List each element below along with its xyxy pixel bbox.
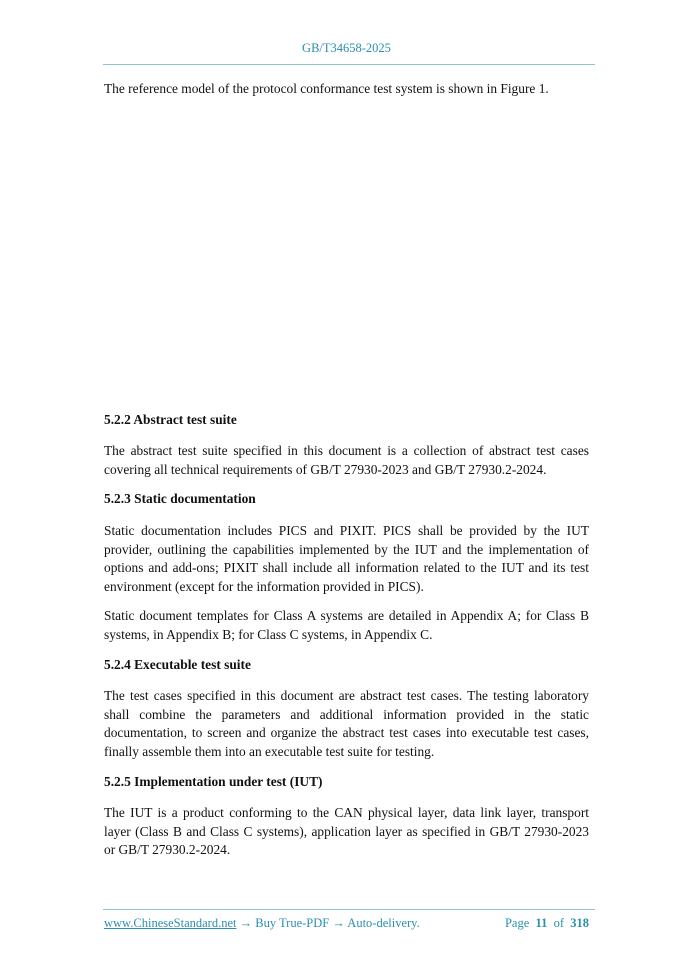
- of-label: of: [553, 916, 564, 930]
- intro-paragraph: The reference model of the protocol conformance test system is shown in Figure 1.: [104, 81, 549, 96]
- page-number: 11: [535, 916, 548, 930]
- page-footer: [104, 916, 589, 931]
- total-pages: 318: [570, 916, 589, 930]
- section-paragraph: The IUT is a product conforming to the CAN physical layer, data link layer, transport layer (Class B and Class C systems), application layer as specified in GB/T 27930-2023 or GB/T 27930.2-2024.: [104, 805, 589, 858]
- footer-divider: [103, 909, 595, 910]
- document-body: [104, 80, 589, 860]
- section-paragraph: The abstract test suite specified in this document is a collection of abstract test cases covering all technical requirements of GB/T 27930-2023 and GB/T 27930.2-2024.: [104, 443, 589, 477]
- section-heading-5-2-5: 5.2.5 Implementation under test (IUT): [104, 773, 323, 789]
- section-paragraph: Static document templates for Class A systems are detailed in Appendix A; for Class B systems, in Appendix B; for Class C systems, in Appendix C.: [104, 608, 589, 642]
- page-indicator: [505, 916, 589, 931]
- chinese-standard-link[interactable]: www.ChineseStandard.net: [104, 916, 237, 930]
- section-heading-5-2-3: 5.2.3 Static documentation: [104, 491, 256, 507]
- header-divider: [103, 64, 595, 65]
- page-header: GB/T34658-2025: [302, 41, 391, 55]
- section-paragraph: Static documentation includes PICS and PIXIT. PICS shall be provided by the IUT provider, outlining the capabilities implemented by the IUT and the implementation of options and add-ons; PIXIT shall include all information related to the IUT and its test environment (except for the information provided in PICS).: [104, 522, 589, 594]
- footer-promo: [104, 916, 420, 931]
- section-heading-5-2-4: 5.2.4 Executable test suite: [104, 656, 251, 672]
- figure-placeholder: [104, 99, 589, 411]
- section-paragraph: The test cases specified in this document are abstract test cases. The testing laboratory shall combine the parameters and additional information provided in the static documentation, to screen and organize the abstract test cases into executable test cases, finally assemble them into an executable test suite for testing.: [104, 688, 589, 759]
- page-label: Page: [504, 916, 530, 930]
- footer-promo-text: → Buy True-PDF → Auto-delivery.: [236, 916, 420, 930]
- section-heading-5-2-2: 5.2.2 Abstract test suite: [104, 411, 237, 427]
